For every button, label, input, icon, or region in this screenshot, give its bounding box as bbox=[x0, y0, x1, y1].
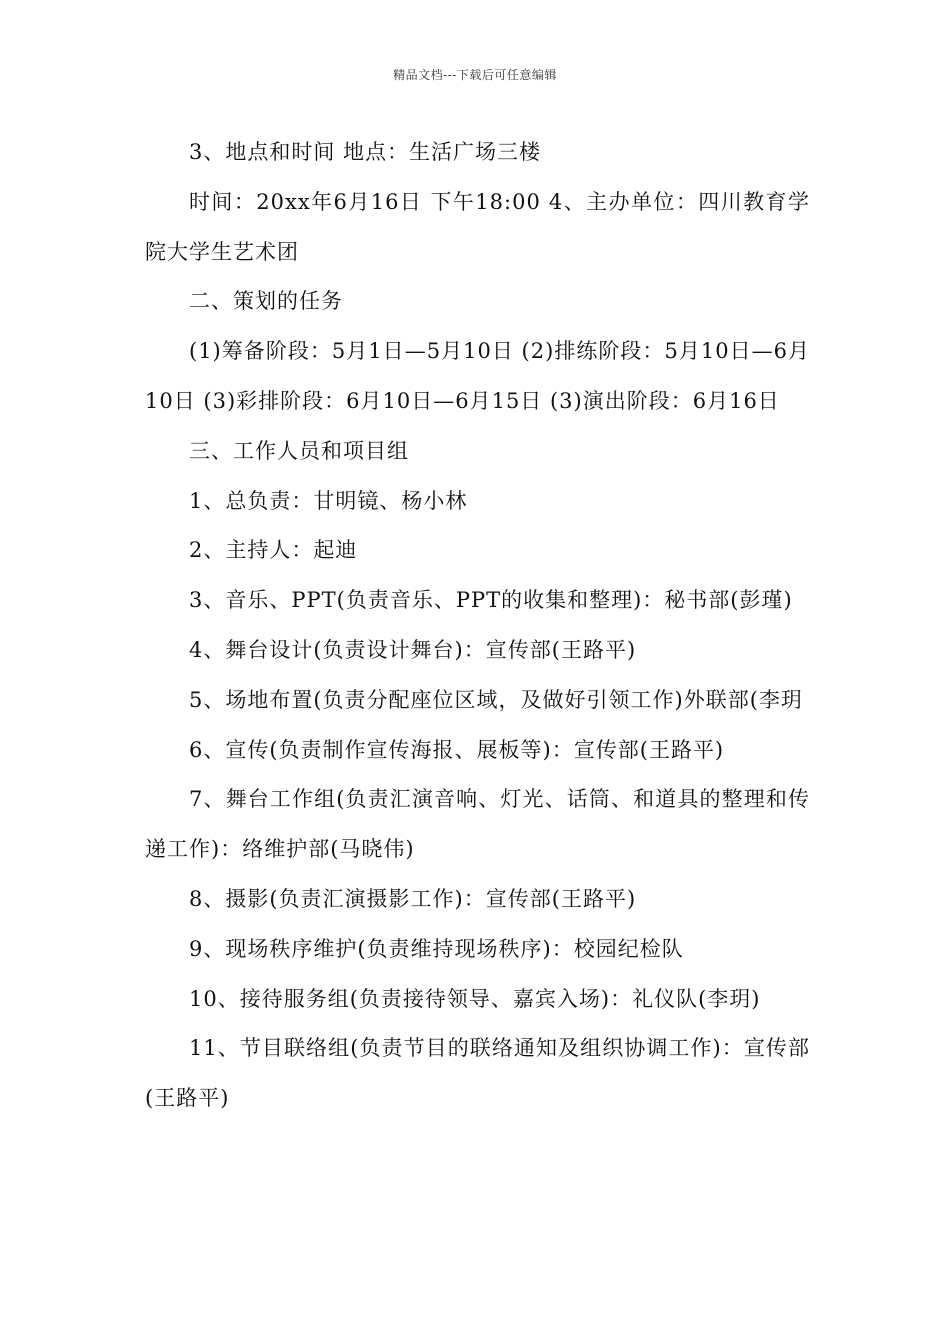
page-header: 精品文档---下载后可任意编辑 bbox=[393, 68, 557, 82]
section-heading-tasks: 二、策划的任务 bbox=[189, 289, 343, 314]
list-item: 9、现场秩序维护(负责维持现场秩序)：校园纪检队 bbox=[189, 936, 684, 961]
list-item: 7、舞台工作组(负责汇演音响、灯光、话筒、和道具的整理和传递工作)：络维护部(马晓伟) bbox=[145, 787, 810, 862]
list-item: 10、接待服务组(负责接待领导、嘉宾入场)：礼仪队(李玥) bbox=[189, 986, 761, 1011]
list-item: 11、节目联络组(负责节目的联络通知及组织协调工作)：宣传部(王路平) bbox=[145, 1036, 810, 1111]
list-item: 6、宣传(负责制作宣传海报、展板等)：宣传部(王路平) bbox=[189, 737, 725, 762]
list-item: 5、场地布置(负责分配座位区域，及做好引领工作)外联部(李玥 bbox=[189, 687, 803, 712]
section-heading-staff: 三、工作人员和项目组 bbox=[189, 438, 409, 463]
list-item: 1、总负责：甘明镜、杨小林 bbox=[189, 488, 468, 513]
list-item: 3、音乐、PPT(负责音乐、PPT的收集和整理)：秘书部(彭瑾) bbox=[189, 588, 793, 613]
list-item: 8、摄影(负责汇演摄影工作)：宣传部(王路平) bbox=[189, 886, 637, 911]
list-item: 2、主持人：起迪 bbox=[189, 538, 358, 563]
document-body bbox=[145, 128, 810, 1124]
list-item: 4、舞台设计(负责设计舞台)：宣传部(王路平) bbox=[189, 637, 637, 662]
paragraph-stages: (1)筹备阶段：5月1日—5月10日 (2)排练阶段：5月10日—6月10日 (3)彩排阶段：6月10日—6月15日 (3)演出阶段：6月16日 bbox=[145, 339, 810, 413]
paragraph-location: 3、地点和时间 地点：生活广场三楼 bbox=[189, 140, 542, 164]
paragraph-time-organizer: 时间：20xx年6月16日 下午18:00 4、主办单位：四川教育学院大学生艺术团 bbox=[145, 189, 810, 264]
